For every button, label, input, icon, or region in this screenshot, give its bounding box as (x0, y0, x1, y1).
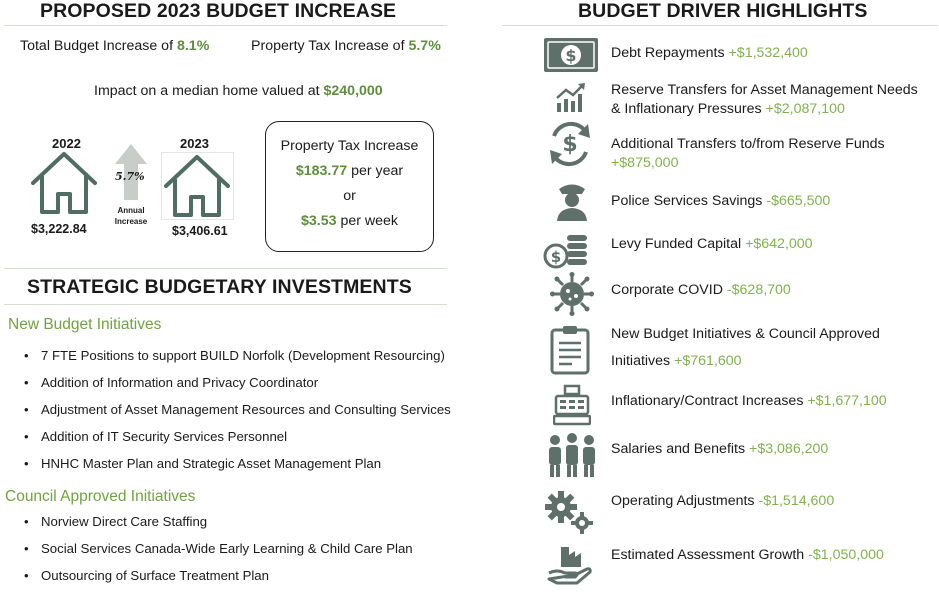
budget-increase-title: PROPOSED 2023 BUDGET INCREASE (40, 0, 397, 22)
increase-label: Increase (114, 217, 148, 226)
property-tax-box (265, 121, 434, 252)
title-divider (4, 25, 447, 26)
per-week (266, 213, 433, 229)
driver-amount: +$642,000 (745, 236, 813, 252)
median-home-value: $240,000 (323, 83, 383, 99)
driver-label: Salaries and Benefits (611, 441, 746, 457)
driver-inflationary-contract (611, 388, 887, 415)
driver-label: Inflationary/Contract Increases (611, 393, 804, 409)
circular-dollar-icon (544, 118, 596, 175)
strategic-bottom-divider (4, 304, 447, 305)
driver-label: New Budget Initiatives & Council Approved (611, 326, 880, 342)
per-week-value: $3.53 (300, 213, 337, 229)
council-initiatives-list (15, 514, 413, 595)
driver-label: Reserve Transfers for Asset Management Needs (611, 82, 918, 98)
driver-label: Estimated Assessment Growth (611, 547, 805, 563)
driver-amount: +$2,087,100 (765, 101, 845, 117)
driver-label: Police Services Savings (611, 193, 763, 209)
total-budget-value: 8.1% (176, 38, 210, 54)
per-year-label: per year (351, 163, 404, 179)
new-initiatives-heading: New Budget Initiatives (8, 316, 162, 333)
property-tax-label: Property Tax Increase of (251, 38, 405, 54)
strategic-top-divider (4, 268, 447, 269)
growth-chart-icon (555, 81, 587, 118)
year-2023-label: 2023 (180, 136, 209, 151)
driver-new-initiatives-cont (611, 348, 742, 375)
driver-label: Corporate COVID (611, 282, 723, 298)
strategic-investments-title: STRATEGIC BUDGETARY INVESTMENTS (27, 276, 412, 298)
driver-corporate-covid (611, 277, 791, 304)
driver-amount: -$665,500 (766, 193, 831, 209)
list-item: • HNHC Master Plan and Strategic Asset Management Plan (15, 456, 451, 483)
driver-reserve-transfers-cont (611, 96, 845, 123)
value-2023: $3,406.61 (172, 224, 228, 238)
svg-text:$: $ (550, 248, 562, 266)
box-title: Property Tax Increase (280, 138, 419, 154)
driver-amount: +$1,677,100 (807, 393, 887, 409)
list-item: • Addition of IT Security Services Personnel (15, 429, 451, 456)
driver-label: Additional Transfers to/from Reserve Funds (611, 136, 885, 152)
council-initiatives-heading: Council Approved Initiatives (5, 488, 196, 505)
new-initiatives-list (15, 348, 451, 483)
list-item: • Addition of Information and Privacy Coordinator (15, 375, 451, 402)
house-2023-icon (161, 152, 234, 220)
driver-amount: -$1,514,600 (758, 493, 835, 509)
driver-label: Levy Funded Capital (611, 236, 742, 252)
driver-label: Debt Repayments (611, 45, 725, 61)
driver-operating-adjustments (611, 488, 834, 515)
driver-amount: -$1,050,000 (808, 547, 884, 563)
total-budget-label: Total Budget Increase of (20, 38, 174, 54)
driver-police-services (611, 188, 830, 215)
median-home-label: Impact on a median home valued at (94, 83, 320, 99)
driver-label: & Inflationary Pressures (611, 101, 762, 117)
staff-group-icon (546, 432, 598, 483)
arrow-percent: 5.7% (115, 170, 145, 183)
property-tax-increase (251, 38, 441, 54)
driver-amount: +$875,000 (611, 155, 679, 171)
coin-stack-icon (543, 231, 591, 276)
driver-amount: +$1,532,400 (728, 45, 808, 61)
clipboard-icon (550, 325, 590, 380)
police-officer-icon (555, 180, 589, 227)
hand-building-icon (547, 541, 593, 592)
driver-additional-transfers-amount (611, 150, 678, 177)
cash-bill-icon (543, 37, 599, 78)
svg-text:$: $ (562, 132, 578, 157)
driver-new-initiatives (611, 321, 880, 348)
total-budget-increase (20, 38, 209, 54)
value-2022: $3,222.84 (31, 222, 87, 236)
virus-icon (550, 272, 594, 321)
list-item: • 7 FTE Positions to support BUILD Norfolk (Development Resourcing) (15, 348, 451, 375)
annual-label: Annual (117, 206, 145, 215)
list-item: • Norview Direct Care Staffing (15, 514, 413, 541)
property-tax-value: 5.7% (408, 38, 441, 54)
annual-increase-caption (113, 205, 149, 227)
per-year (266, 163, 433, 179)
driver-label: Operating Adjustments (611, 493, 755, 509)
driver-amount: +$761,600 (674, 353, 742, 369)
year-2022-label: 2022 (52, 136, 81, 151)
driver-amount: -$628,700 (726, 282, 791, 298)
driver-assessment-growth (611, 542, 884, 569)
drivers-divider (502, 25, 938, 26)
driver-label: Initiatives (611, 353, 671, 369)
driver-amount: +$3,086,200 (749, 441, 829, 457)
list-item: • Adjustment of Asset Management Resources and Consulting Services (15, 402, 451, 429)
driver-salaries-benefits (611, 436, 828, 463)
driver-debt-repayments (611, 40, 808, 67)
driver-levy-funded-capital (611, 231, 813, 258)
per-year-value: $183.77 (295, 163, 348, 179)
budget-drivers-title: BUDGET DRIVER HIGHLIGHTS (578, 0, 868, 22)
house-2022-icon (30, 150, 98, 216)
gears-icon (544, 490, 596, 541)
cash-register-icon (553, 384, 591, 431)
median-home-impact (94, 83, 383, 99)
svg-text:$: $ (565, 46, 577, 65)
list-item: • Outsourcing of Surface Treatment Plan (15, 568, 413, 595)
or-label: or (343, 188, 356, 204)
list-item: • Social Services Canada-Wide Early Learning & Child Care Plan (15, 541, 413, 568)
per-week-label: per week (340, 213, 399, 229)
